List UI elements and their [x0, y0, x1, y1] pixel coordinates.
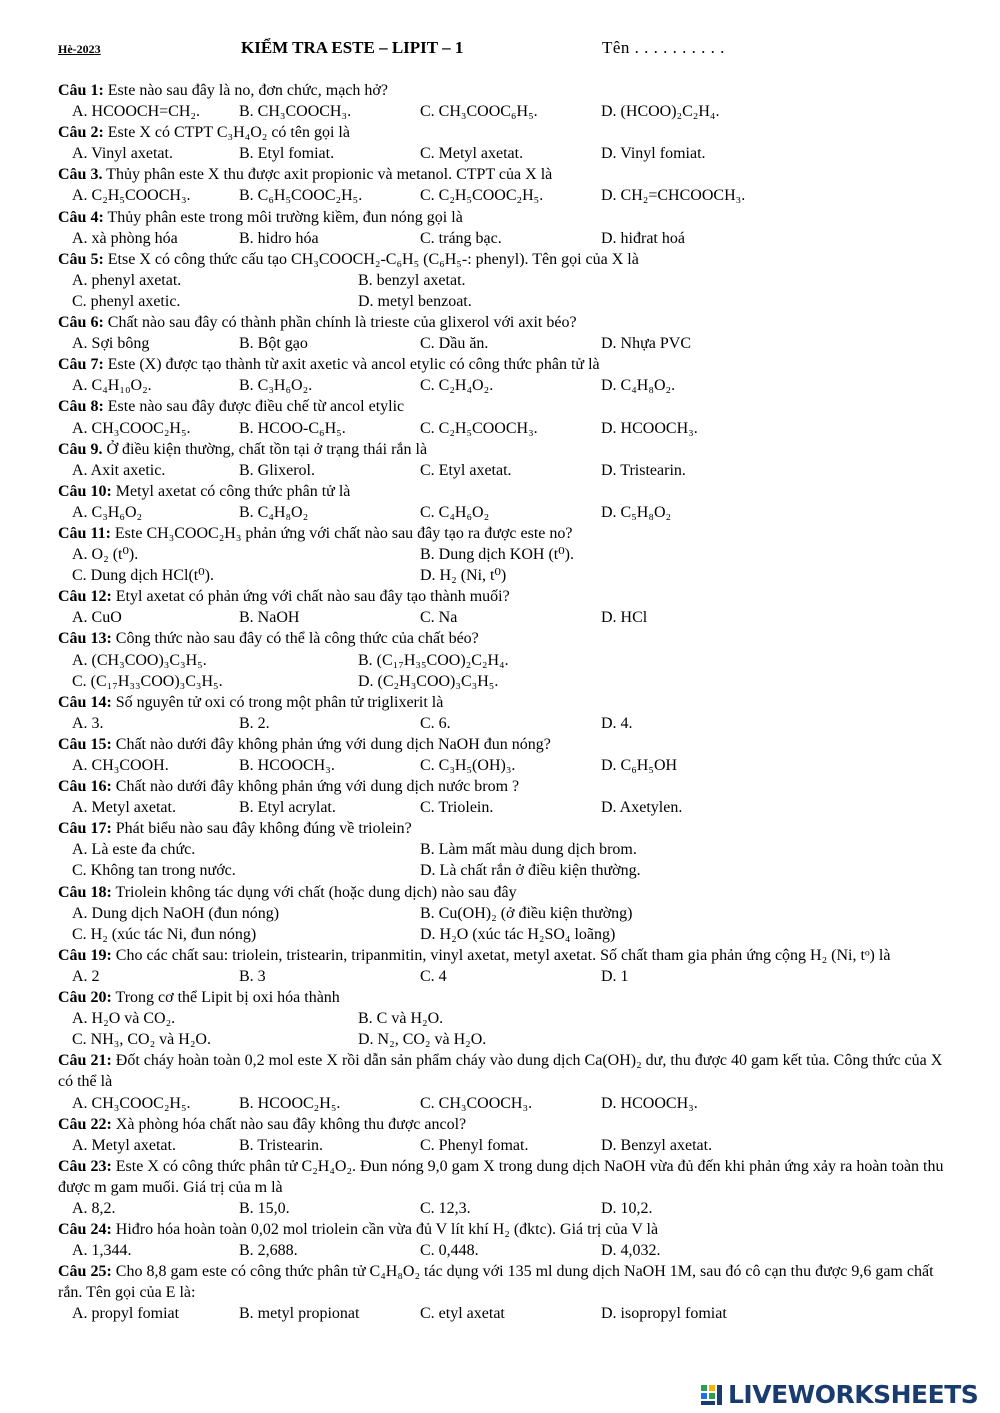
answer-option[interactable]: A. HCOOCH=CH₂.: [72, 103, 200, 121]
question-15: [58, 734, 958, 776]
option-row: [58, 755, 958, 776]
answer-option[interactable]: A. Axit axetic.: [72, 461, 166, 479]
option-row: [58, 418, 958, 439]
answer-option[interactable]: B. C₃H₆O₂.: [239, 377, 313, 395]
option-row: [58, 903, 958, 924]
question-text: Etse X có công thức cấu tạo CH₃COOCH₂-C₆H₅ (C₆H₅-: phenyl). Tên gọi của X là: [103, 250, 639, 268]
answer-option[interactable]: C. C₂H₅COOCH₃.: [420, 419, 538, 437]
option-row: [58, 966, 958, 987]
question-stem: [58, 523, 958, 544]
question-text: Hiđro hóa hoàn toàn 0,02 mol triolein cần vừa đủ V lít khí H₂ (đktc). Giá trị của V là: [111, 1221, 659, 1239]
option-row: [58, 1198, 958, 1219]
option-row: [58, 375, 958, 396]
answer-option[interactable]: B. Bột gạo: [239, 335, 308, 353]
option-row: [58, 1093, 958, 1114]
answer-option[interactable]: A. C₃H₆O₂: [72, 503, 143, 521]
question-6: [58, 312, 958, 354]
question-stem: [58, 354, 958, 375]
answer-option[interactable]: D. H₂O (xúc tác H₂SO₄ loãng): [420, 925, 616, 943]
question-text: Chất nào sau đây có thành phần chính là trieste của glixerol với axit béo?: [103, 314, 577, 332]
question-stem: [58, 734, 958, 755]
question-11: [58, 523, 958, 586]
question-20: [58, 987, 958, 1050]
answer-option[interactable]: A. propyl fomiat: [72, 1305, 180, 1323]
answer-option[interactable]: A. 8,2.: [72, 1199, 116, 1217]
question-number: Câu 22:: [58, 1115, 112, 1133]
question-text: Xà phòng hóa chất nào sau đây không thu được ancol?: [111, 1115, 467, 1133]
answer-option[interactable]: D. HCl: [601, 609, 648, 627]
answer-option[interactable]: D. hiđrat hoá: [601, 229, 685, 247]
question-text: Chất nào dưới đây không phản ứng với dung dịch nước brom ?: [111, 778, 520, 796]
question-8: [58, 396, 958, 438]
answer-option[interactable]: D. Tristearin.: [601, 461, 686, 479]
question-number: Câu 23:: [58, 1157, 112, 1175]
question-text: Este CH₃COOC₂H₃ phản ứng với chất nào sau đây tạo ra được este no?: [110, 524, 573, 542]
answer-option[interactable]: C. C₃H₅(OH)₃.: [420, 757, 516, 774]
question-23: [58, 1156, 958, 1219]
question-text: Triolein không tác dụng với chất (hoặc dung dịch) nào sau đây: [111, 883, 517, 901]
answer-option[interactable]: A. CH₃COOC₂H₅.: [72, 1094, 191, 1112]
question-number: Câu 10:: [58, 482, 112, 500]
option-row: [58, 1008, 958, 1029]
answer-option[interactable]: B. NaOH: [239, 609, 300, 627]
answer-option[interactable]: C. 12,3.: [420, 1199, 471, 1217]
answer-option[interactable]: D. Benzyl axetat.: [601, 1136, 713, 1154]
question-number: Câu 1:: [58, 82, 104, 99]
question-stem: [58, 439, 958, 460]
question-number: Câu 19:: [58, 946, 112, 964]
question-list: [58, 80, 958, 1325]
answer-option[interactable]: A. phenyl axetat.: [72, 271, 182, 289]
question-number: Câu 18:: [58, 883, 112, 901]
answer-option[interactable]: A. Metyl axetat.: [72, 1136, 176, 1154]
question-stem: [58, 987, 958, 1008]
question-stem: [58, 1114, 958, 1135]
answer-option[interactable]: C. phenyl axetic.: [72, 292, 181, 310]
question-text: Este nào sau đây được điều chế từ ancol etylic: [103, 398, 405, 416]
option-row: [58, 460, 958, 481]
answer-option[interactable]: B. 2.: [239, 714, 270, 732]
answer-option[interactable]: C. Dầu ăn.: [420, 335, 489, 353]
question-stem: [58, 776, 958, 797]
question-text: Thủy phân este X thu được axit propionic và metanol. CTPT của X là: [102, 166, 553, 184]
answer-option[interactable]: C. 4: [420, 967, 447, 985]
answer-option[interactable]: C. C₄H₆O₂: [420, 503, 490, 521]
question-number: Câu 17:: [58, 820, 112, 838]
answer-option[interactable]: D. HCOOCH₃.: [601, 1094, 698, 1112]
answer-option[interactable]: A. Sợi bông: [72, 335, 150, 353]
question-stem: [58, 481, 958, 502]
question-stem: [58, 312, 958, 333]
session-label: Hè-2023: [58, 42, 101, 56]
question-stem: [58, 628, 958, 649]
name-field-label: Tên . . . . . . . . . .: [602, 38, 725, 57]
option-row: [58, 143, 958, 164]
answer-option[interactable]: C. Phenyl fomat.: [420, 1136, 529, 1154]
option-row: [58, 270, 958, 291]
question-number: Câu 24:: [58, 1221, 112, 1239]
answer-option[interactable]: A. (CH₃COO)₃C₃H₅.: [72, 651, 207, 669]
answer-option[interactable]: D. C₄H₈O₂.: [601, 377, 676, 395]
question-text: Trong cơ thể Lipit bị oxi hóa thành: [111, 989, 340, 1007]
question-stem: [58, 396, 958, 417]
question-number: Câu 11:: [58, 524, 111, 542]
question-25: [58, 1261, 958, 1324]
question-stem: [58, 80, 958, 101]
question-2: [58, 122, 958, 164]
question-7: [58, 354, 958, 396]
question-stem: [58, 882, 958, 903]
answer-option[interactable]: D. 4.: [601, 714, 633, 732]
question-stem: [58, 164, 958, 185]
answer-option[interactable]: B. HCOO-C₆H₅.: [239, 419, 346, 437]
answer-option[interactable]: D. (C₂H₃COO)₃C₃H₅.: [358, 672, 499, 690]
answer-option[interactable]: B. Glixerol.: [239, 461, 315, 479]
answer-option[interactable]: D. 4,032.: [601, 1242, 661, 1260]
liveworksheets-logo[interactable]: [700, 1376, 1000, 1413]
question-5: [58, 249, 958, 312]
answer-option[interactable]: C. Metyl axetat.: [420, 145, 524, 163]
question-text: Este X có CTPT C₃H₄O₂ có tên gọi là: [103, 124, 350, 142]
question-number: Câu 15:: [58, 735, 112, 753]
question-text: Este X có công thức phân tử C₂H₄O₂. Đun nóng 9,0 gam X trong dung dịch NaOH vừa đủ đến khi phản ứng xảy ra hoàn toàn thu được m gam muối. Giá trị của m là: [58, 1157, 944, 1196]
answer-option[interactable]: D. C₆H₅OH: [601, 757, 678, 774]
answer-option[interactable]: A. Dung dịch NaOH (đun nóng): [72, 904, 280, 922]
question-stem: [58, 945, 958, 966]
question-stem: [58, 207, 958, 228]
answer-option[interactable]: A. xà phòng hóa: [72, 229, 178, 247]
answer-option[interactable]: C. C₂H₄O₂.: [420, 377, 494, 395]
question-number: Câu 13:: [58, 630, 112, 648]
question-text: Metyl axetat có công thức phân tử là: [111, 482, 351, 500]
answer-option[interactable]: C. NH₃, CO₂ và H₂O.: [72, 1031, 211, 1049]
question-21: [58, 1050, 958, 1113]
question-text: Este nào sau đây là no, đơn chức, mạch hở?: [103, 82, 388, 99]
option-row: [58, 291, 958, 312]
question-17: [58, 818, 958, 881]
answer-option[interactable]: B. Etyl acrylat.: [239, 799, 336, 817]
question-text: Thủy phân este trong môi trường kiềm, đun nóng gọi là: [103, 208, 463, 226]
answer-option[interactable]: C. Dung dịch HCl(t⁰).: [72, 567, 214, 585]
option-row: [58, 1303, 958, 1324]
answer-option[interactable]: D. Axetylen.: [601, 799, 683, 817]
answer-option[interactable]: C. tráng bạc.: [420, 229, 502, 247]
answer-option[interactable]: D. 10,2.: [601, 1199, 653, 1217]
question-text: Ở điều kiện thường, chất tồn tại ở trạng thái rắn là: [102, 440, 428, 458]
question-16: [58, 776, 958, 818]
answer-option[interactable]: C. Na: [420, 609, 458, 627]
answer-option[interactable]: D. CH₂=CHCOOCH₃.: [601, 187, 746, 205]
question-19: [58, 945, 958, 987]
answer-option[interactable]: A. CuO: [72, 609, 122, 627]
question-number: Câu 6:: [58, 314, 104, 332]
question-stem: [58, 122, 958, 143]
question-number: Câu 2:: [58, 124, 104, 142]
option-row: [58, 924, 958, 945]
answer-option[interactable]: C. etyl axetat: [420, 1305, 505, 1323]
option-row: [58, 607, 958, 628]
answer-option[interactable]: B. hidro hóa: [239, 229, 319, 247]
answer-option[interactable]: B. Cu(OH)₂ (ở điều kiện thường): [420, 904, 633, 922]
answer-option[interactable]: C. (C₁₇H₃₃COO)₃C₃H₅.: [72, 672, 223, 690]
answer-option[interactable]: C. CH₃COOC₆H₅.: [420, 103, 538, 121]
option-row: [58, 1029, 958, 1050]
option-row: [58, 544, 958, 565]
question-9: [58, 439, 958, 481]
answer-option[interactable]: B. C₆H₅COOC₂H₅.: [239, 187, 363, 205]
question-24: [58, 1219, 958, 1261]
question-number: Câu 14:: [58, 693, 112, 711]
answer-option[interactable]: B. 2,688.: [239, 1242, 298, 1260]
answer-option[interactable]: D. Là chất rắn ở điều kiện thường.: [420, 862, 641, 880]
answer-option[interactable]: B. benzyl axetat.: [358, 271, 466, 289]
question-text: Chất nào dưới đây không phản ứng với dung dịch NaOH đun nóng?: [111, 735, 551, 753]
question-number: Câu 4:: [58, 208, 104, 226]
answer-option[interactable]: D. Vinyl fomiat.: [601, 145, 706, 163]
question-number: Câu 5:: [58, 250, 104, 268]
option-row: [58, 839, 958, 860]
question-number: Câu 12:: [58, 588, 112, 606]
question-text: Este (X) được tạo thành từ axit axetic và ancol etylic có công thức phân tử là: [103, 356, 600, 374]
answer-option[interactable]: B. (C₁₇H₃₅COO)₂C₂H₄.: [358, 651, 509, 669]
answer-option[interactable]: D. 1: [601, 967, 629, 985]
question-number: Câu 21:: [58, 1052, 112, 1070]
liveworksheets-logo-icon: [700, 1383, 724, 1407]
option-row: [58, 565, 958, 586]
question-4: [58, 207, 958, 249]
answer-option[interactable]: A. Là este đa chức.: [72, 841, 196, 859]
question-text: Đốt cháy hoàn toàn 0,2 mol este X rồi dẫn sản phẩm cháy vào dung dịch Ca(OH)₂ dư, thu được 40 gam kết tủa. Công thức của X có thể là: [58, 1052, 943, 1091]
question-number: Câu 20:: [58, 989, 112, 1007]
option-row: [58, 502, 958, 523]
answer-option[interactable]: B. 3: [239, 967, 266, 985]
question-14: [58, 692, 958, 734]
page-title: KIỂM TRA ESTE – LIPIT – 1: [241, 38, 464, 57]
answer-option[interactable]: B. HCOOCH₃.: [239, 757, 335, 774]
question-text: Phát biểu nào sau đây không đúng về triolein?: [111, 820, 412, 838]
answer-option[interactable]: A. C₄H₁₀O₂.: [72, 377, 152, 395]
answer-option[interactable]: D. C₅H₈O₂: [601, 503, 672, 521]
answer-option[interactable]: C. Không tan trong nước.: [72, 862, 236, 880]
answer-option[interactable]: C. C₂H₅COOC₂H₅.: [420, 187, 544, 205]
question-number: Câu 3.: [58, 166, 103, 184]
question-3: [58, 164, 958, 206]
answer-option[interactable]: B. C và H₂O.: [358, 1010, 444, 1028]
answer-option[interactable]: A. Vinyl axetat.: [72, 145, 173, 163]
option-row: [58, 185, 958, 206]
answer-option[interactable]: D. (HCOO)₂C₂H₄.: [601, 103, 720, 121]
answer-option[interactable]: C. Triolein.: [420, 799, 494, 817]
answer-option[interactable]: C. Etyl axetat.: [420, 461, 512, 479]
answer-option[interactable]: A. C₂H₅COOCH₃.: [72, 187, 191, 205]
question-stem: [58, 249, 958, 270]
question-text: Etyl axetat có phản ứng với chất nào sau đây tạo thành muối?: [111, 588, 510, 606]
option-row: [58, 797, 958, 818]
question-12: [58, 586, 958, 628]
option-row: [58, 228, 958, 249]
answer-option[interactable]: C. 0,448.: [420, 1242, 479, 1260]
answer-option[interactable]: A. H₂O và CO₂.: [72, 1010, 176, 1028]
question-text: Công thức nào sau đây có thể là công thức của chất béo?: [111, 630, 479, 648]
question-stem: [58, 692, 958, 713]
answer-option[interactable]: C. CH₃COOCH₃.: [420, 1094, 533, 1112]
question-10: [58, 481, 958, 523]
option-row: [58, 333, 958, 354]
option-row: [58, 1240, 958, 1261]
answer-option[interactable]: A. CH₃COOH.: [72, 757, 169, 774]
answer-option[interactable]: B. C₄H₈O₂: [239, 503, 309, 521]
question-stem: [58, 586, 958, 607]
answer-option[interactable]: B. Làm mất màu dung dịch brom.: [420, 841, 637, 859]
answer-option[interactable]: A. Metyl axetat.: [72, 799, 176, 817]
question-number: Câu 25:: [58, 1263, 112, 1281]
answer-option[interactable]: B. Tristearin.: [239, 1136, 324, 1154]
question-text: Số nguyên tử oxi có trong một phân tử triglixerit là: [111, 693, 444, 711]
question-13: [58, 628, 958, 691]
answer-option[interactable]: B. metyl propionat: [239, 1305, 360, 1323]
answer-option[interactable]: A. O₂ (t⁰).: [72, 546, 139, 564]
question-number: Câu 7:: [58, 356, 104, 374]
answer-option[interactable]: D. metyl benzoat.: [358, 292, 472, 310]
question-18: [58, 882, 958, 945]
question-22: [58, 1114, 958, 1156]
question-number: Câu 8:: [58, 398, 104, 416]
answer-option[interactable]: B. HCOOC₂H₅.: [239, 1094, 341, 1112]
answer-option[interactable]: D. N₂, CO₂ và H₂O.: [358, 1031, 487, 1049]
answer-option[interactable]: A. 3.: [72, 714, 104, 732]
option-row: [58, 650, 958, 671]
answer-option[interactable]: B. Etyl fomiat.: [239, 145, 335, 163]
question-text: Cho các chất sau: triolein, tristearin, tripanmitin, vinyl axetat, metyl axetat. Số chất tham gia phản ứng cộng H₂ (Ni, tᵒ) là: [111, 946, 891, 964]
option-row: [58, 860, 958, 881]
option-row: [58, 713, 958, 734]
option-row: [58, 101, 958, 122]
question-stem: [58, 1156, 958, 1198]
answer-option[interactable]: D. H₂ (Ni, t⁰): [420, 567, 507, 585]
question-stem: [58, 1219, 958, 1240]
option-row: [58, 671, 958, 692]
question-stem: [58, 1050, 958, 1092]
answer-option[interactable]: B. 15,0.: [239, 1199, 290, 1217]
logo-text: LIVEWORKSHEETS: [728, 1380, 979, 1409]
answer-option[interactable]: C. 6.: [420, 714, 451, 732]
question-1: [58, 80, 958, 122]
answer-option[interactable]: A. CH₃COOC₂H₅.: [72, 419, 191, 437]
question-stem: [58, 818, 958, 839]
answer-option[interactable]: A. 2: [72, 967, 100, 985]
answer-option[interactable]: D. HCOOCH₃.: [601, 419, 698, 437]
answer-option[interactable]: D. isopropyl fomiat: [601, 1305, 727, 1323]
question-stem: [58, 1261, 958, 1303]
answer-option[interactable]: B. CH₃COOCH₃.: [239, 103, 352, 121]
question-text: Cho 8,8 gam este có công thức phân tử C₄H₈O₂ tác dụng với 135 ml dung dịch NaOH 1M, sau đó cô cạn thu được 9,6 gam chất rắn. Tên gọi của E là:: [58, 1263, 934, 1302]
answer-option[interactable]: A. 1,344.: [72, 1242, 132, 1260]
answer-option[interactable]: D. Nhựa PVC: [601, 335, 692, 353]
answer-option[interactable]: B. Dung dịch KOH (t⁰).: [420, 546, 574, 564]
page-header: [58, 38, 958, 62]
option-row: [58, 1135, 958, 1156]
question-number: Câu 16:: [58, 778, 112, 796]
answer-option[interactable]: C. H₂ (xúc tác Ni, đun nóng): [72, 925, 257, 943]
question-number: Câu 9.: [58, 440, 103, 458]
